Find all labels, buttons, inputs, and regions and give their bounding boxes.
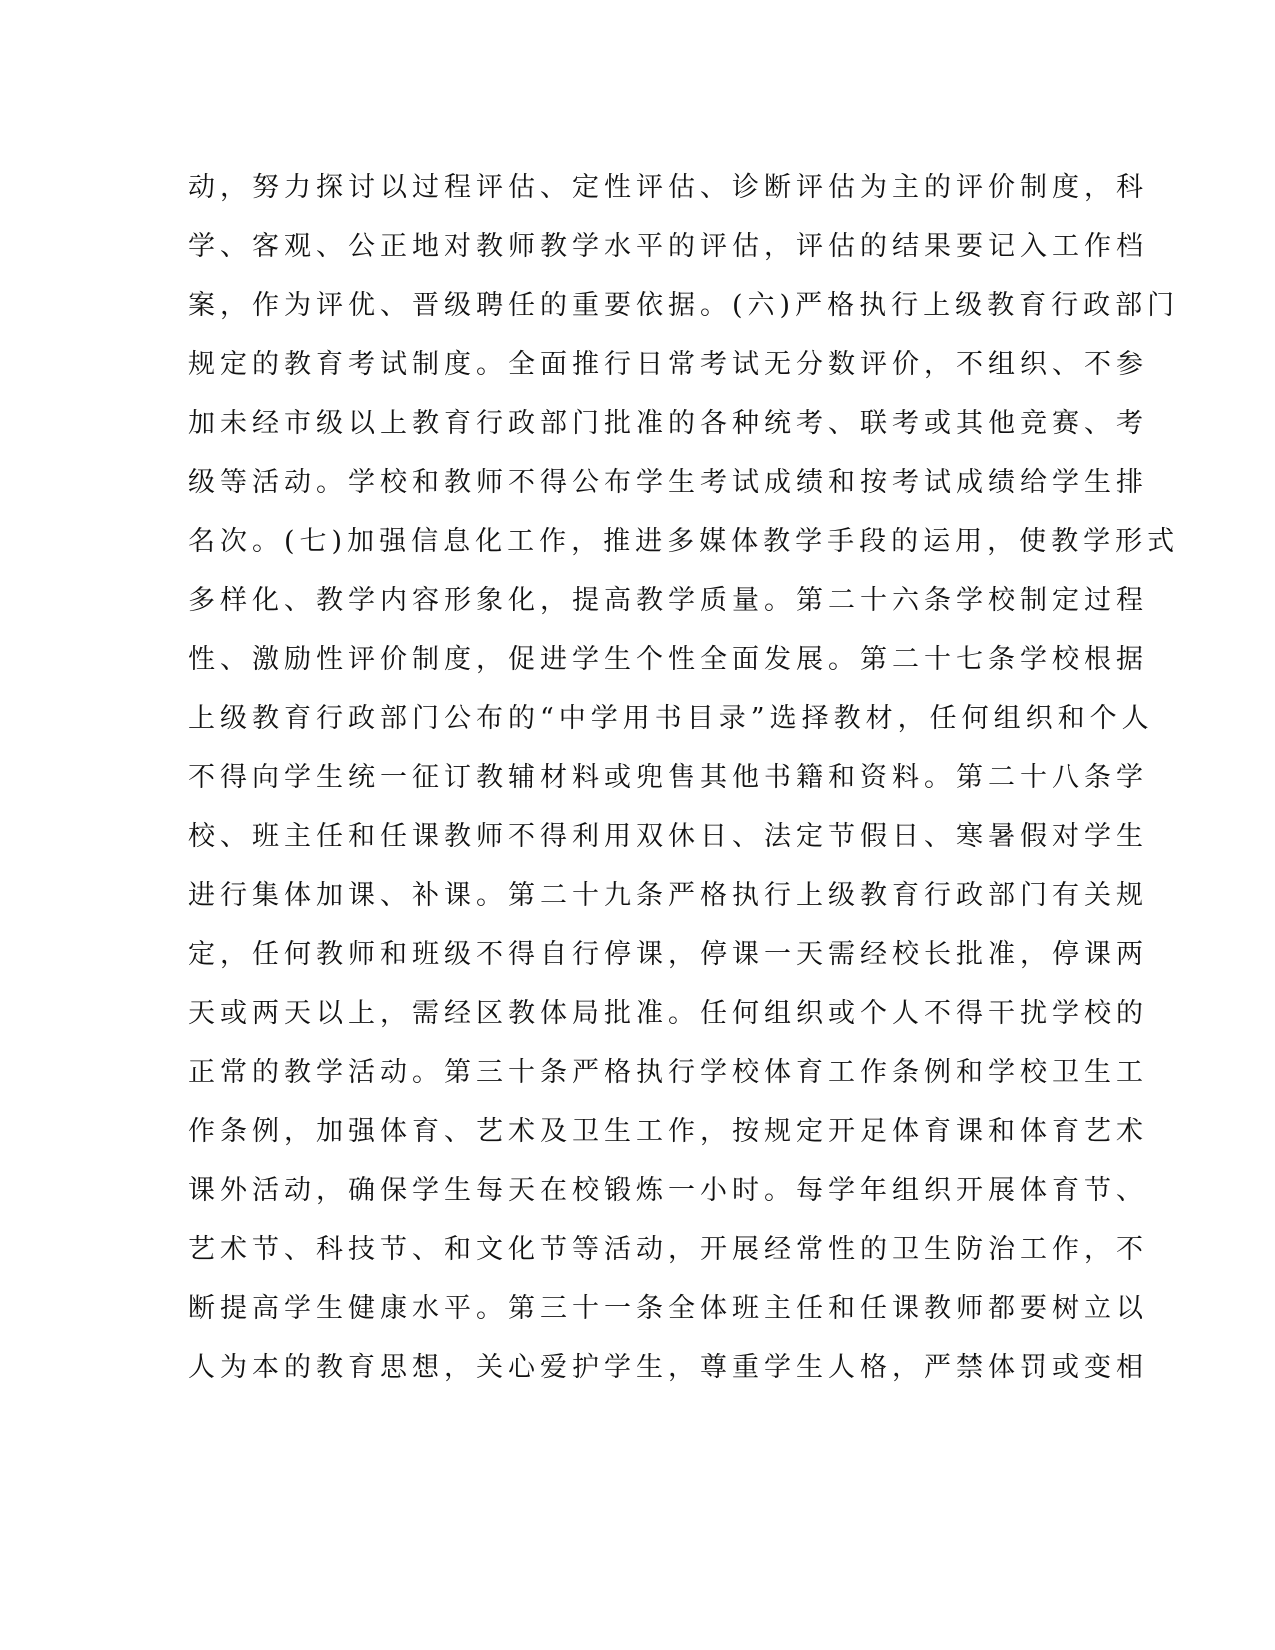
text-line: 作条例，加强体育、艺术及卫生工作，按规定开足体育课和体育艺术 bbox=[188, 1116, 1148, 1147]
text-line: 艺术节、科技节、和文化节等活动，开展经常性的卫生防治工作，不 bbox=[188, 1234, 1148, 1265]
text-line: 案，作为评优、晋级聘任的重要依据。(六)严格执行上级教育行政部门 bbox=[188, 290, 1180, 321]
text-line: 规定的教育考试制度。全面推行日常考试无分数评价，不组织、不参 bbox=[188, 349, 1148, 380]
text-line: 天或两天以上，需经区教体局批准。任何组织或个人不得干扰学校的 bbox=[188, 998, 1148, 1029]
text-line: 人为本的教育思想，关心爱护学生，尊重学生人格，严禁体罚或变相 bbox=[188, 1352, 1148, 1383]
text-line: 进行集体加课、补课。第二十九条严格执行上级教育行政部门有关规 bbox=[188, 880, 1148, 911]
text-line: 学、客观、公正地对教师教学水平的评估，评估的结果要记入工作档 bbox=[188, 231, 1148, 262]
text-line: 名次。(七)加强信息化工作，推进多媒体教学手段的运用，使教学形式 bbox=[188, 526, 1180, 557]
text-line: 不得向学生统一征订教辅材料或兜售其他书籍和资料。第二十八条学 bbox=[188, 762, 1148, 793]
body-text bbox=[188, 158, 1180, 1397]
text-line: 多样化、教学内容形象化，提高教学质量。第二十六条学校制定过程 bbox=[188, 585, 1148, 616]
text-line: 上级教育行政部门公布的“中学用书目录”选择教材，任何组织和个人 bbox=[188, 703, 1154, 734]
text-line: 性、激励性评价制度，促进学生个性全面发展。第二十七条学校根据 bbox=[188, 644, 1148, 675]
text-line: 加未经市级以上教育行政部门批准的各种统考、联考或其他竞赛、考 bbox=[188, 408, 1148, 439]
text-line: 校、班主任和任课教师不得利用双休日、法定节假日、寒暑假对学生 bbox=[188, 821, 1148, 852]
text-line: 动，努力探讨以过程评估、定性评估、诊断评估为主的评价制度，科 bbox=[188, 172, 1148, 203]
text-line: 定，任何教师和班级不得自行停课，停课一天需经校长批准，停课两 bbox=[188, 939, 1148, 970]
text-line: 课外活动，确保学生每天在校锻炼一小时。每学年组织开展体育节、 bbox=[188, 1175, 1148, 1206]
text-line: 级等活动。学校和教师不得公布学生考试成绩和按考试成绩给学生排 bbox=[188, 467, 1148, 498]
text-line: 断提高学生健康水平。第三十一条全体班主任和任课教师都要树立以 bbox=[188, 1293, 1148, 1324]
text-line: 正常的教学活动。第三十条严格执行学校体育工作条例和学校卫生工 bbox=[188, 1057, 1148, 1088]
